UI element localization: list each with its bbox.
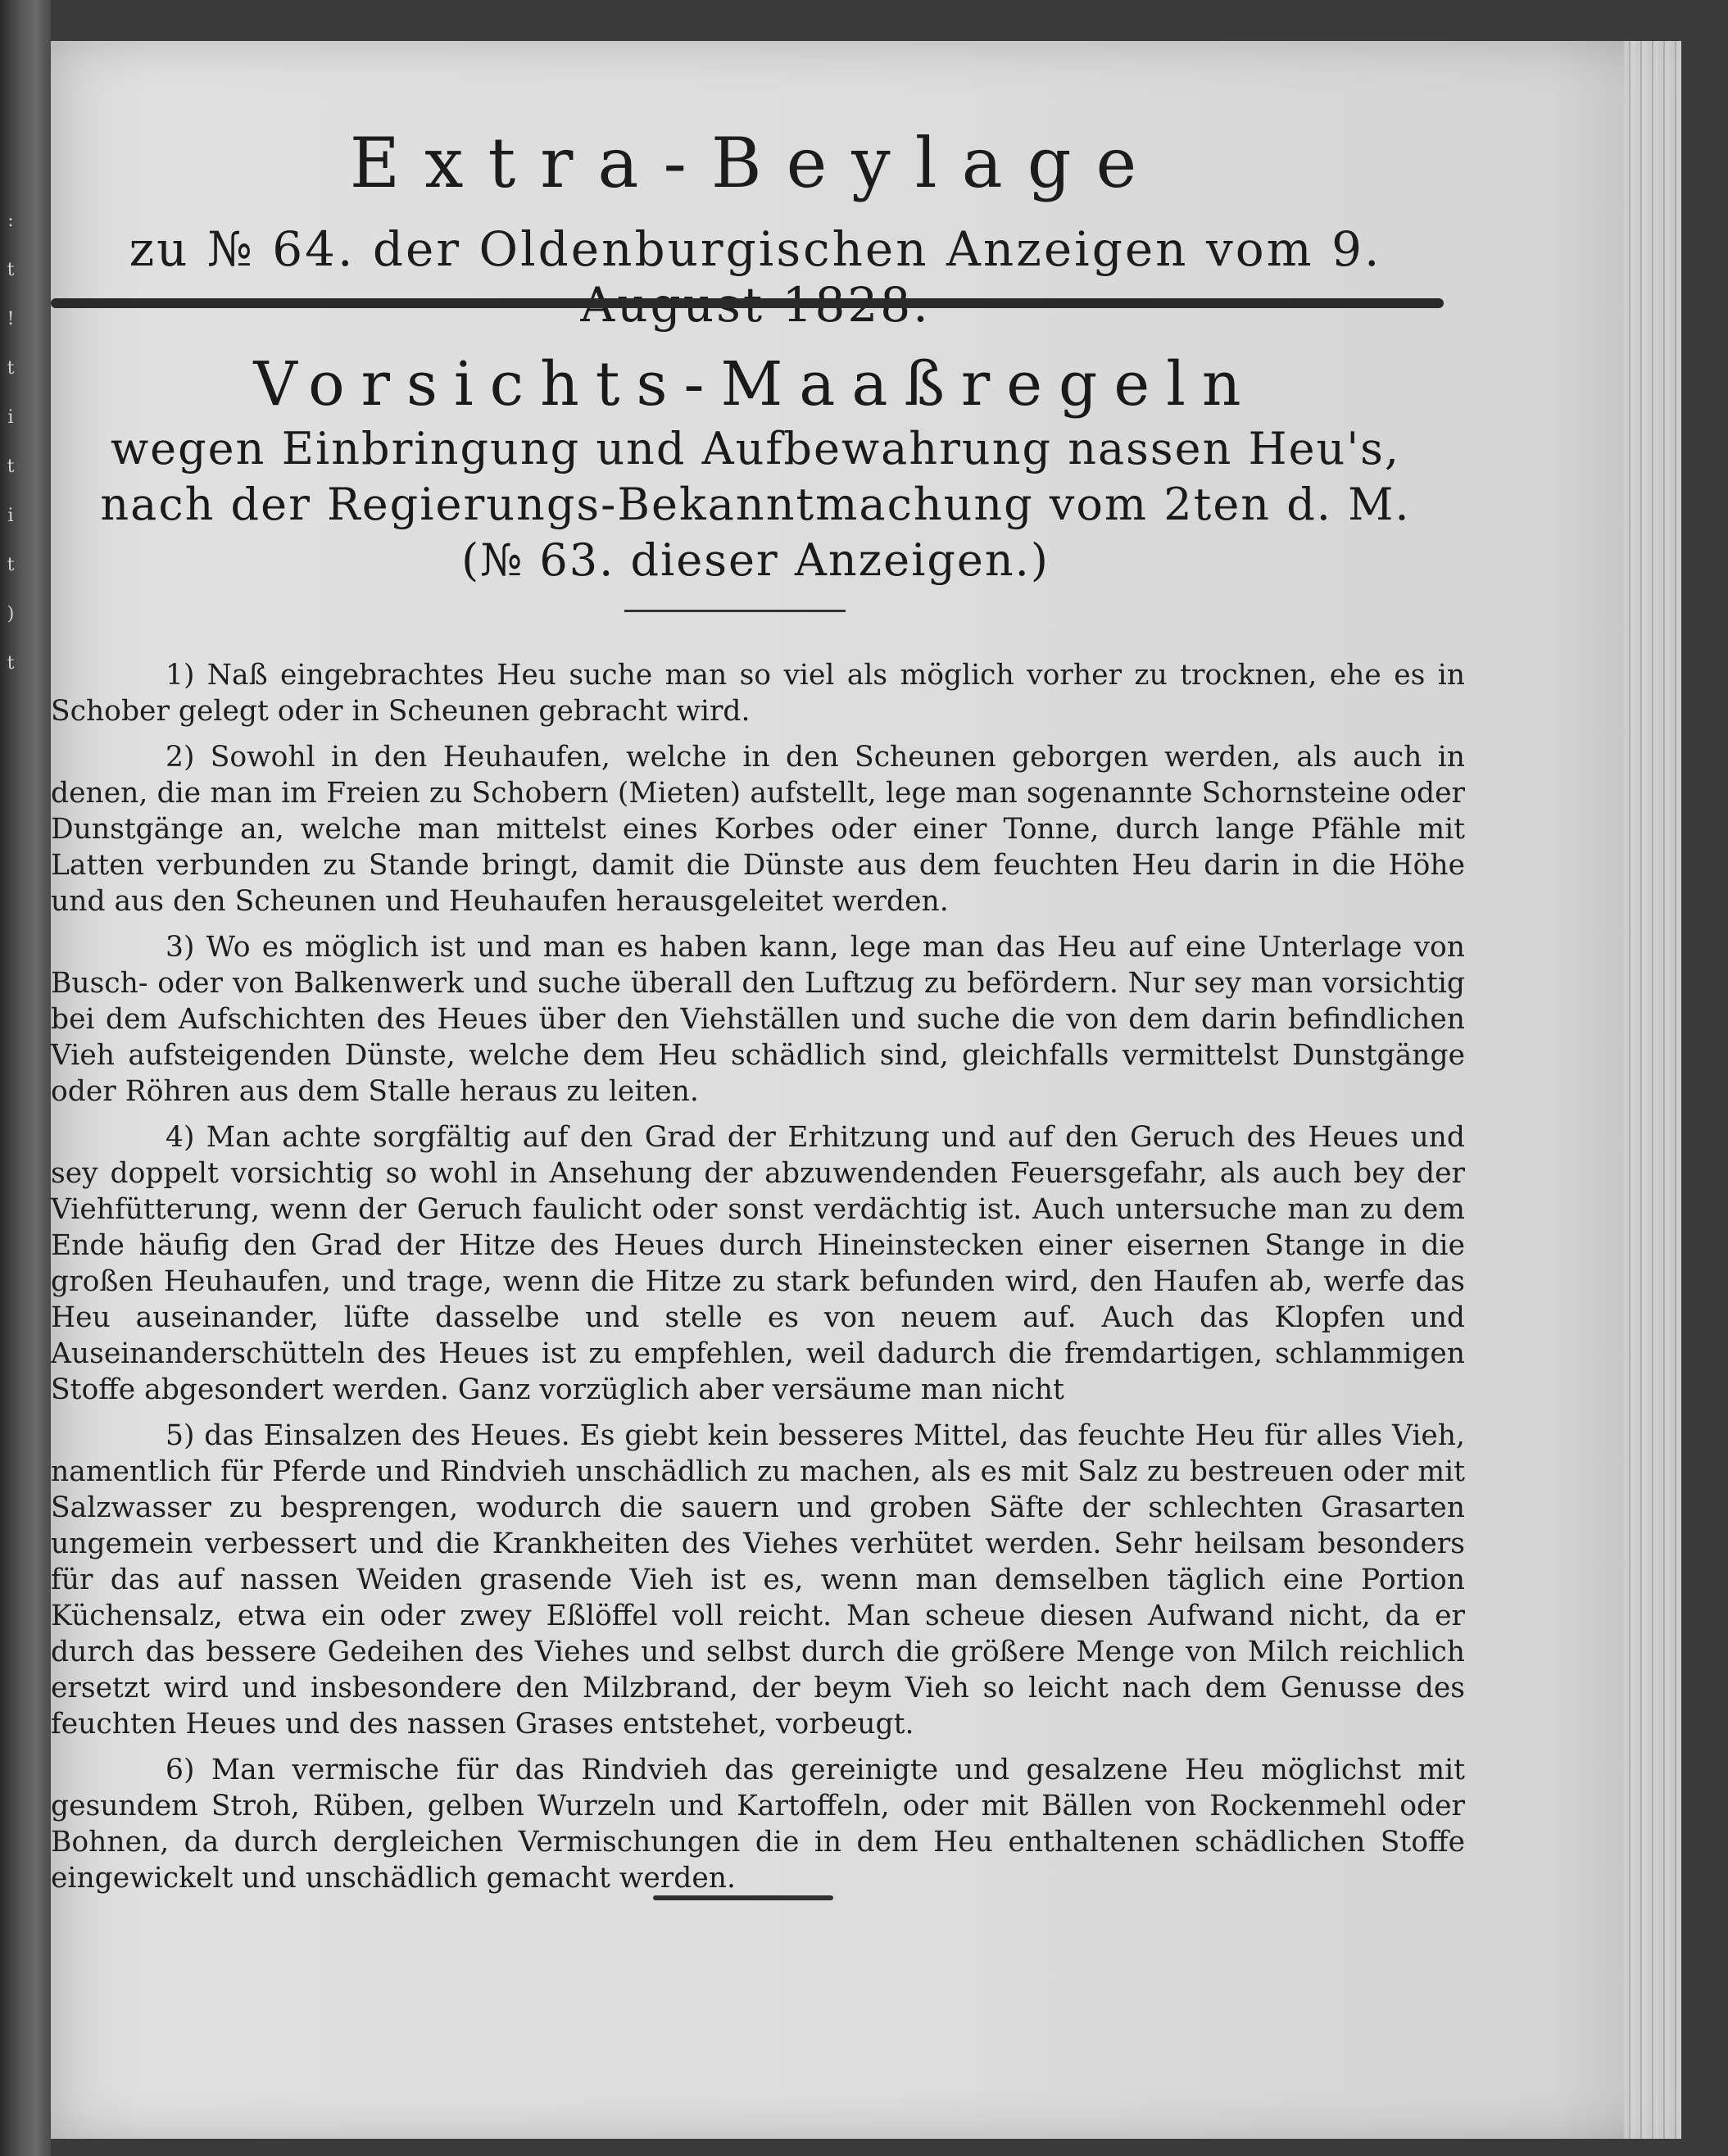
body-text [51, 657, 1465, 1906]
paragraph-4: 4) Man achte sorgfältig auf den Grad der Erhitzung und auf den Geruch des Heues und sey doppelt vorsichtig so wohl in Ansehung der abzuwendenden Feuersgefahr, als auch bey der Viehfütterung, wenn der Geruch faulicht oder sonst verdächtig ist. Auch untersuche man zu dem Ende häufig den Grad der Hitze des Heues durch Hineinstecken einer eisernen Stange in die großen Heuhaufen, und trage, wenn die Hitze zu stark befunden wird, den Haufen ab, werfe das Heu auseinander, lüfte dasselbe und stelle es von neuem auf. Auch das Klopfen und Auseinanderschütteln des Heues ist zu empfehlen, weil dadurch die fremdartigen, schlammigen Stoffe abgesondert werden. Ganz vorzüglich aber versäume man nicht [51, 1121, 1465, 1406]
paragraph-2: 2) Sowohl in den Heuhaufen, welche in den Scheunen geborgen werden, als auch in denen, die man im Freien zu Schobern (Mieten) aufstellt, lege man sogenannte Schornsteine oder Dunstgänge an, welche man mittelst eines Korbes oder einer Tonne, durch lange Pfähle mit Latten verbunden zu Stande bringt, damit die Dünste aus dem feuchten Heu darin in die Höhe und aus den Scheunen und Heuhaufen herausgeleitet werden. [51, 741, 1465, 918]
masthead-rule [51, 298, 1444, 308]
masthead-subtitle: zu № 64. der Oldenburgischen Anzeigen vom 9. [129, 221, 1382, 277]
heading-rule [624, 610, 846, 612]
paragraph-3: 3) Wo es möglich ist und man es haben kann, lege man das Heu auf eine Unterlage von Busch- oder von Balkenwerk und suche überall den Luftzug zu befördern. Nur sey man vorsichtig bei dem Aufschichten des Heues über den Viehställen und suche die von dem darin befindlichen Vieh aufsteigenden Dünste, welche dem Heu schädlich sind, gleichfalls vermittelst Dunstgänge oder Röhren aus dem Stalle heraus zu leiten. [51, 931, 1465, 1108]
closing-rule [653, 1895, 833, 1900]
binding-marks: : t ! t i t i t ) t [7, 211, 15, 674]
heading-line-4: (№ 63. dieser Anzeigen.) [461, 534, 1050, 586]
heading-line-2: wegen Einbringung und Aufbewahrung nassen Heu's, [110, 423, 1401, 474]
heading-line-3: nach der Regierungs-Bekanntmachung vom 2ten d. M. [100, 479, 1411, 530]
document-page [51, 41, 1681, 2139]
page-edges [1624, 41, 1681, 2139]
paragraph-6: 6) Man vermische für das Rindvieh das gereinigte und gesalzene Heu möglichst mit gesundem Stroh, Rüben, gelben Wurzeln und Kartoffeln, oder mit Bällen von Rockenmehl oder Bohnen, da durch dergleichen Vermischungen die in dem Heu enthaltenen schädlichen Stoffe eingewickelt und unschädlich gemacht werden. [51, 1754, 1465, 1895]
masthead-title: Extra-Beylage [349, 123, 1162, 203]
paragraph-1: 1) Naß eingebrachtes Heu suche man so viel als möglich vorher zu trocknen, ehe es in Schober gelegt oder in Scheunen gebracht wird. [51, 659, 1465, 728]
book-binding [0, 0, 51, 2156]
paragraph-5: 5) das Einsalzen des Heues. Es giebt kein besseres Mittel, das feuchte Heu für alles Vieh, namentlich für Pferde und Rindvieh unschädlich zu machen, als es mit Salz zu bestreuen oder mit Salzwasser zu besprengen, wodurch die sauern und groben Säfte der schlechten Grasarten ungemein verbessert und die Krankheiten des Viehes verhütet werden. Sehr heilsam besonders für das auf nassen Weiden grasende Vieh ist es, wenn man demselben täglich eine Portion Küchensalz, etwa ein oder zwey Eßlöffel voll reicht. Man scheue diesen Aufwand nicht, da er durch das bessere Gedeihen des Viehes und selbst durch die größere Menge von Milch reichlich ersetzt wird und insbesondere den Milzbrand, der beym Vieh so leicht nach dem Genusse des feuchten Heues und des nassen Grases entstehet, vorbeugt. [51, 1419, 1465, 1741]
heading-line-1: Vorsichts-Maaßregeln [253, 349, 1258, 420]
